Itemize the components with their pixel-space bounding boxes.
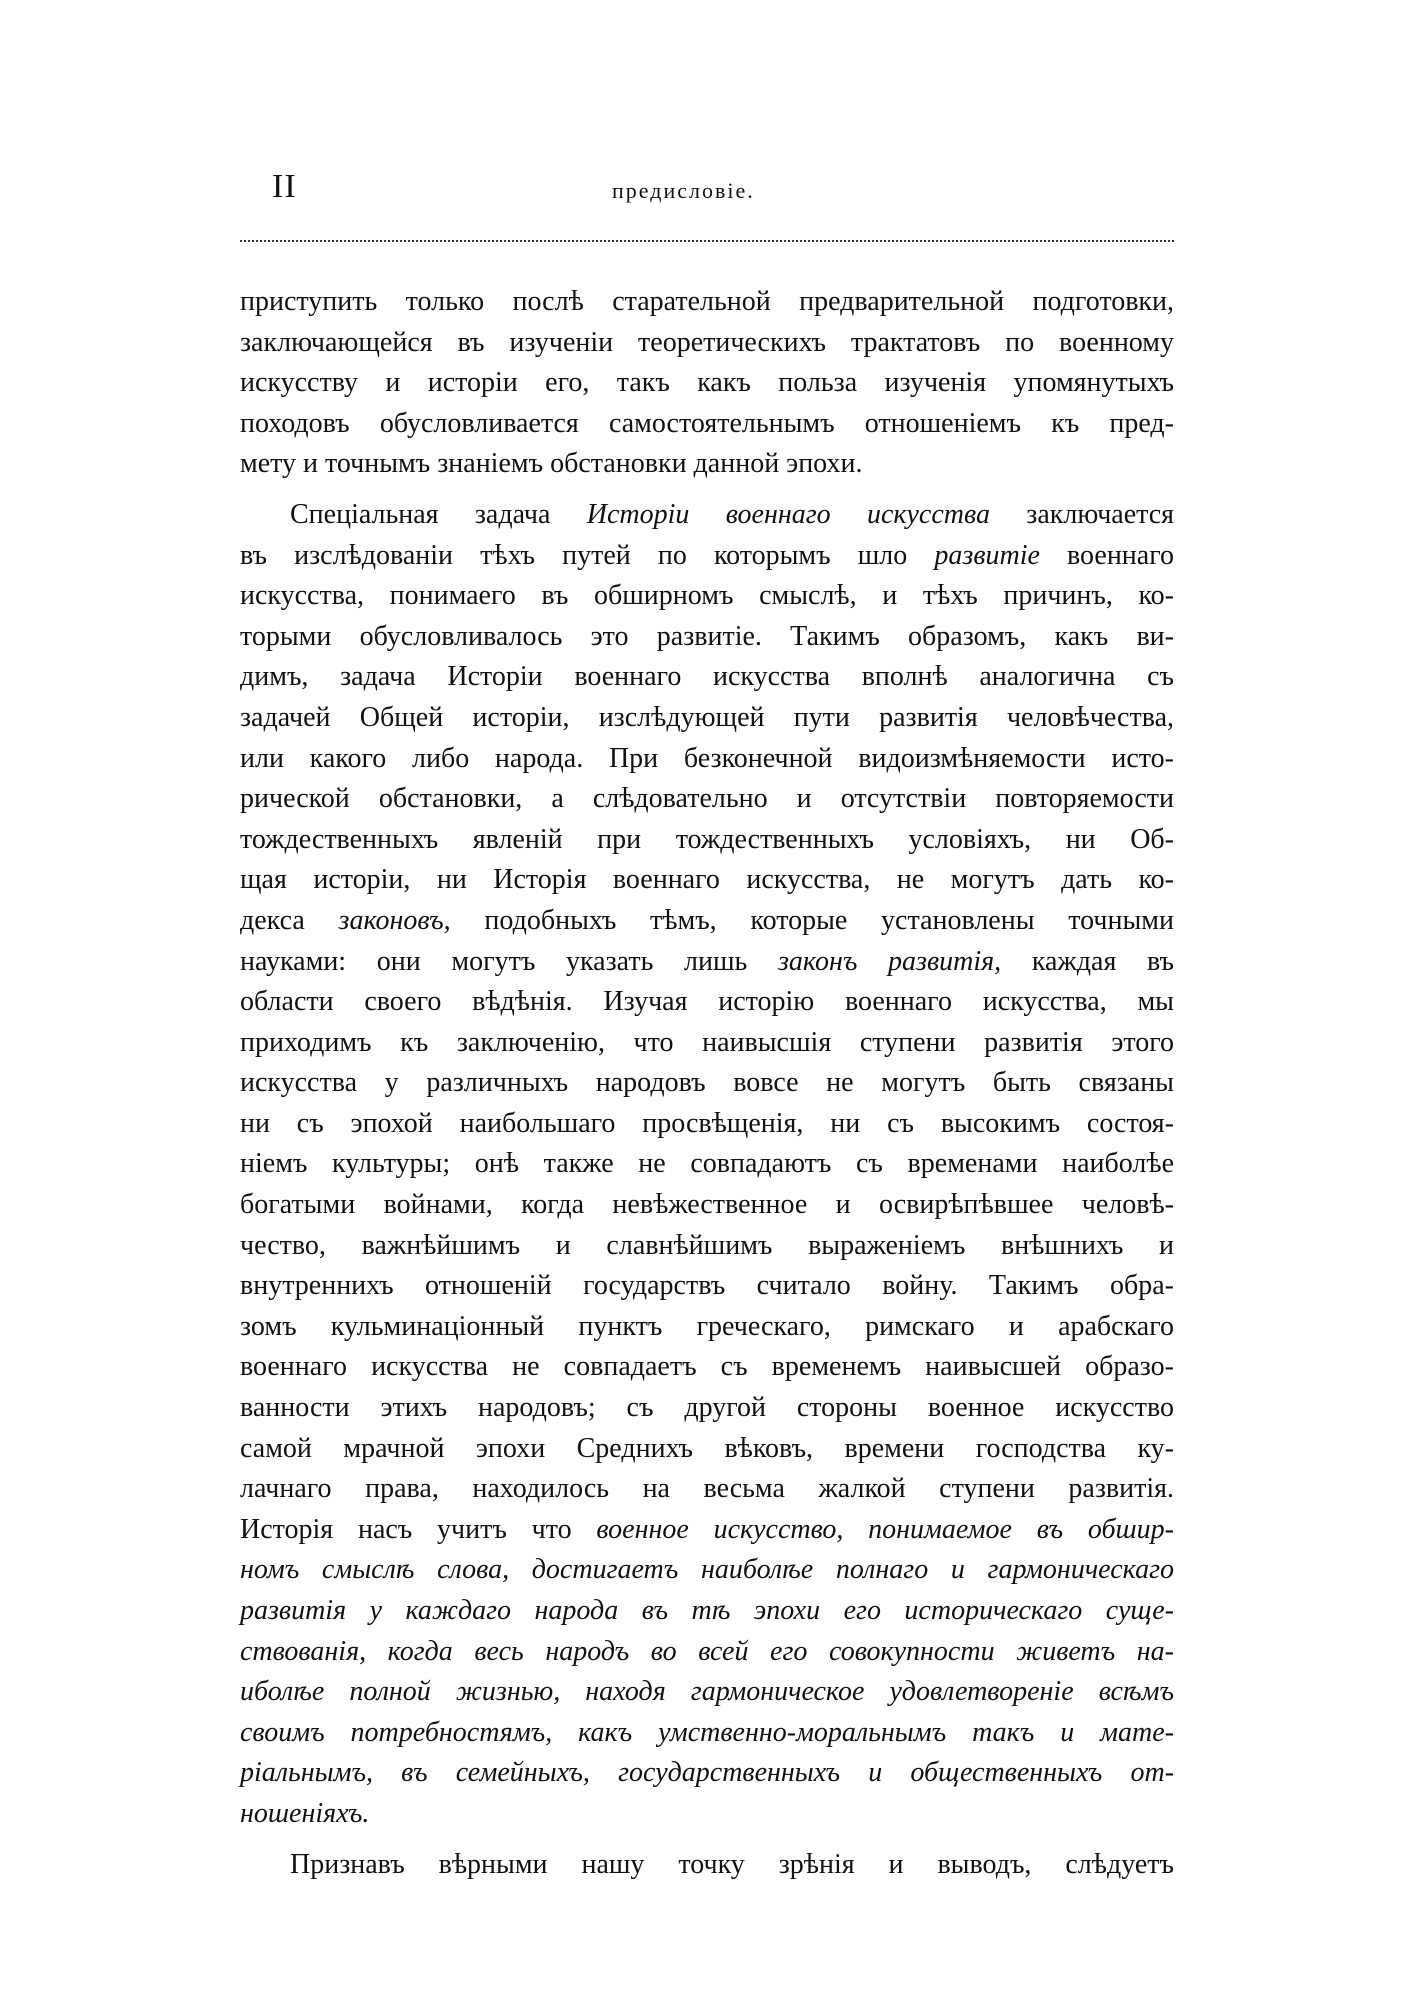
italic-phrase: военное искусство, понимаемое въ обшир- [596, 1513, 1174, 1545]
text-line: мету и точнымъ знаніемъ обстановки данной эпохи. [240, 448, 863, 480]
text-line: чество, важнѣйшимъ и славнѣйшимъ выраженіемъ внѣшнихъ и [240, 1229, 1174, 1261]
running-title: предисловіе. [612, 178, 755, 203]
text-line: самой мрачной эпохи Среднихъ вѣковъ, времени господства ку- [240, 1432, 1174, 1464]
text-span: Спеціальная задача [290, 498, 551, 530]
text-line: приходимъ къ заключенію, что наивысшія ступени развитія этого [240, 1026, 1174, 1058]
text-line: богатыми войнами, когда невѣжественное и освирѣпѣвшее человѣ- [240, 1189, 1174, 1221]
text-line-italic: ріальнымъ, въ семейныхъ, государственныхъ и общественныхъ от- [240, 1757, 1174, 1789]
text-line: военнаго искусства не совпадаетъ съ временемъ наивысшей образо- [240, 1351, 1174, 1383]
text-line: области своего вѣдѣнія. Изучая исторію военнаго искусства, мы [240, 986, 1174, 1018]
text-line: или какого либо народа. При безконечной видоизмѣняемости исто- [240, 742, 1174, 774]
text-line-italic: развитія у каждаго народа въ тѣ эпохи его историческаго суще- [240, 1595, 1174, 1626]
text-line [240, 536, 1174, 577]
page-number: II [272, 168, 297, 205]
italic-phrase: развитіе [934, 539, 1040, 571]
text-line: приступить только послѣ старательной предварительной подготовки, [240, 286, 1174, 317]
italic-phrase: законъ развитія, [777, 945, 1002, 977]
text-line: искусству и исторіи его, такъ какъ польза изученія упомянутыхъ [240, 367, 1174, 399]
text-line: ніемъ культуры; онѣ также не совпадаютъ съ временами наиболѣе [240, 1148, 1174, 1180]
text-span: заключается [1026, 498, 1175, 530]
italic-phrase: законовъ, [338, 904, 451, 936]
text-span: Исторія насъ учитъ что [240, 1513, 572, 1545]
text-line-italic: номъ смыслѣ слова, достигаетъ наиболѣе полнаго и гармоническаго [240, 1554, 1174, 1586]
text-line-italic: ношеніяхъ. [240, 1797, 370, 1829]
text-line: тождественныхъ явленій при тождественныхъ условіяхъ, ни Об- [240, 823, 1174, 855]
text-line: зомъ кульминаціонный пунктъ греческаго, римскаго и арабскаго [240, 1310, 1174, 1342]
text-line-italic: иболѣе полной жизнью, находя гармоническое удовлетвореніе всѣмъ [240, 1676, 1174, 1708]
header-rule [240, 240, 1174, 242]
text-span: декса [240, 904, 305, 936]
text-span: въ изслѣдованіи тѣхъ путей по которымъ шло [240, 539, 908, 571]
text-line [240, 1510, 1174, 1551]
text-line [240, 901, 1174, 942]
text-line: искусства у различныхъ народовъ вовсе не могутъ быть связаны [240, 1067, 1174, 1099]
text-line: лачнаго права, находилось на весьма жалкой ступени развитія. [240, 1473, 1174, 1505]
text-line: походовъ обусловливается самостоятельнымъ отношеніемъ къ пред- [240, 407, 1174, 439]
text-line: искусства, понимаего въ обширномъ смыслѣ, и тѣхъ причинъ, ко- [240, 580, 1174, 612]
text-line: торыми обусловливалось это развитіе. Такимъ образомъ, какъ ви- [240, 620, 1174, 652]
text-line: ванности этихъ народовъ; съ другой стороны военное искусство [240, 1392, 1174, 1424]
text-body [240, 282, 1174, 1885]
text-line: заключающейся въ изученіи теоретическихъ трактатовъ по военному [240, 326, 1174, 358]
text-line [240, 942, 1174, 983]
text-span: подобныхъ тѣмъ, которые установлены точными [484, 904, 1174, 936]
italic-phrase: Исторіи военнаго искусства [586, 498, 990, 530]
text-line: ни съ эпохой наибольшаго просвѣщенія, ни съ высокимъ состоя- [240, 1107, 1174, 1139]
text-line: внутреннихъ отношеній государствъ считало войну. Такимъ обра- [240, 1270, 1174, 1302]
text-span: военнаго [1067, 539, 1174, 571]
text-line-italic: своимъ потребностямъ, какъ умственно-моральнымъ такъ и мате- [240, 1716, 1174, 1748]
text-line: задачей Общей исторіи, изслѣдующей пути развитія человѣчества, [240, 701, 1174, 733]
text-line: Признавъ вѣрными нашу точку зрѣнія и выводъ, слѣдуетъ [290, 1848, 1174, 1880]
text-line: рической обстановки, а слѣдовательно и отсутствіи повторяемости [240, 783, 1174, 815]
text-span: каждая въ [1031, 945, 1174, 977]
text-line: щая исторіи, ни Исторія военнаго искусства, не могутъ дать ко- [240, 864, 1174, 896]
text-line [240, 495, 1174, 536]
text-span: науками: они могутъ указать лишь [240, 945, 748, 977]
text-line: димъ, задача Исторіи военнаго искусства вполнѣ аналогична съ [240, 661, 1174, 693]
text-line-italic: ствованія, когда весь народъ во всей его совокупности живетъ на- [240, 1635, 1174, 1667]
